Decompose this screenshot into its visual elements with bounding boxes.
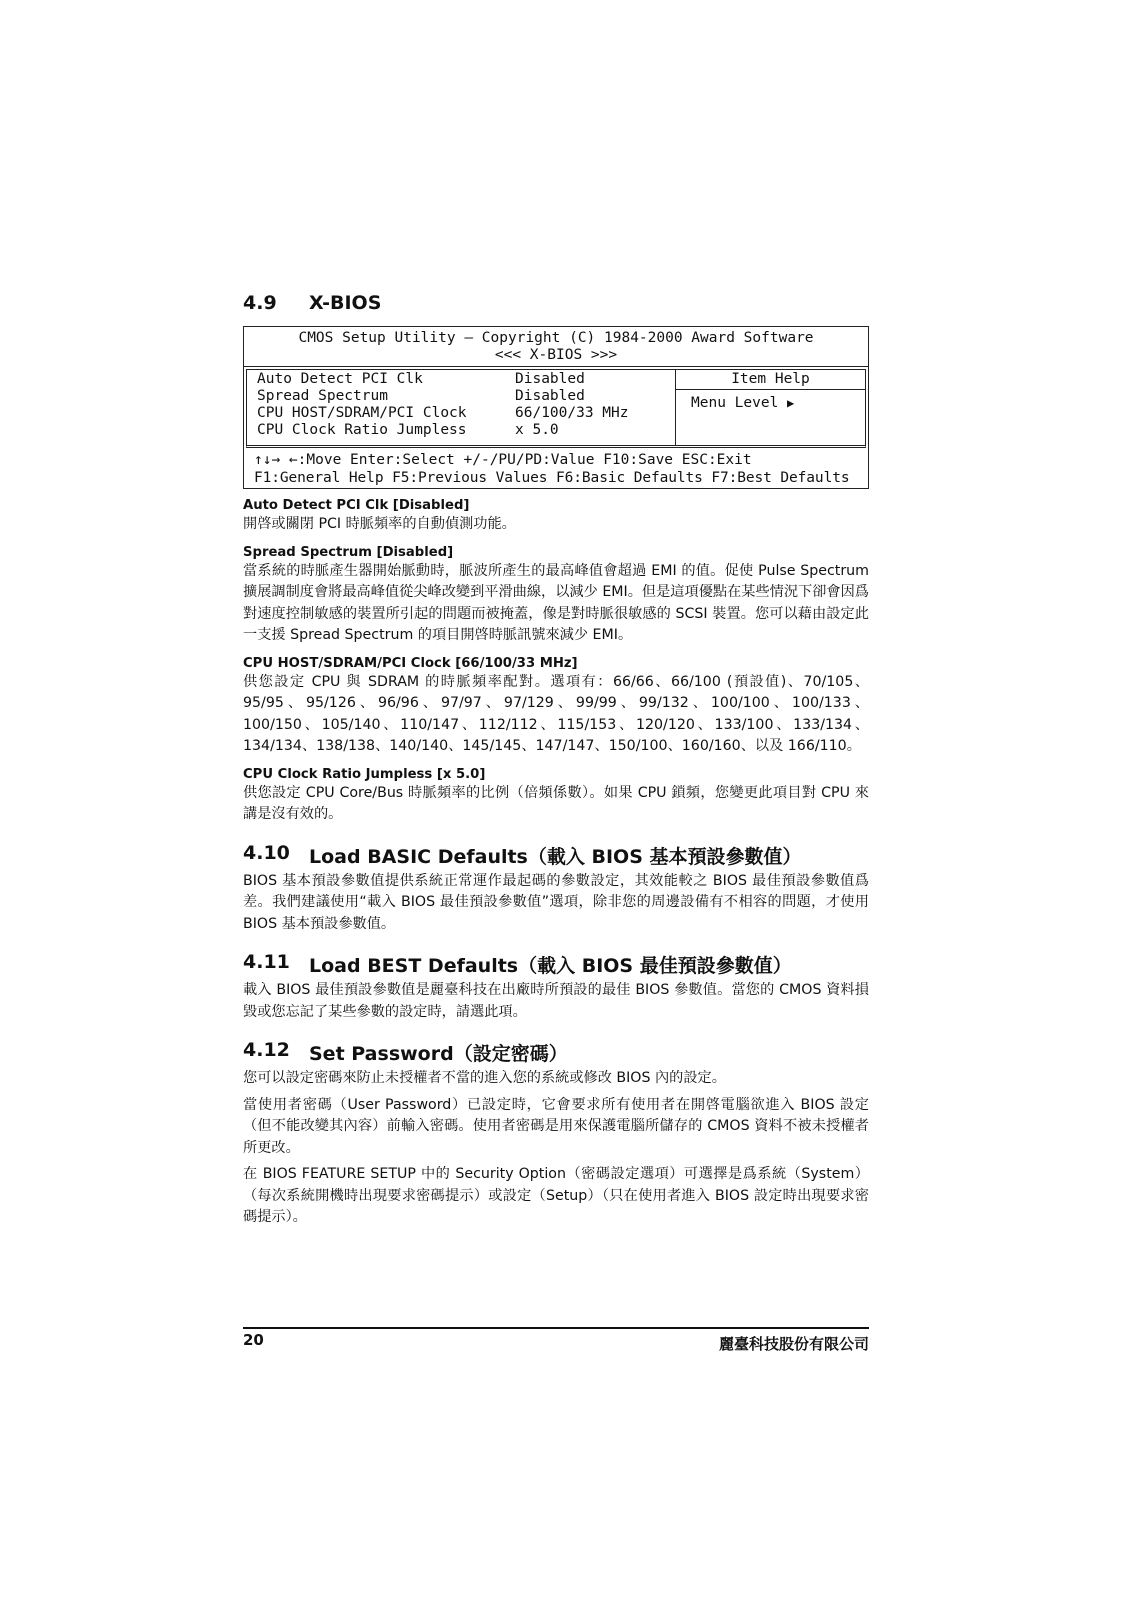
item-help-panel [676,370,865,445]
bios-key-legend-line1: ↑↓→ ←:Move Enter:Select +/-/PU/PD:Value F10:Save ESC:Exit [254,452,752,468]
bios-item [257,405,675,422]
section-title: X-BIOS [309,292,382,314]
item-heading: Spread Spectrum [Disabled] [243,544,454,560]
item-description: 供您設定 CPU Core/Bus 時脈頻率的比例（倍頻係數）。如果 CPU 鎖頻，您變更此項目對 CPU 來講是沒有效的。 [243,784,869,822]
section-number: 4.12 [243,1039,290,1061]
section-heading [243,292,869,314]
section-title: Load BASIC Defaults（載入 BIOS 基本預設參數值） [309,845,802,868]
bios-header-line1: CMOS Setup Utility – Copyright (C) 1984-2000 Award Software [298,330,814,346]
page-content [243,292,869,1229]
bios-item-list [247,370,676,445]
item-description: 供您設定 CPU 與 SDRAM 的時脈頻率配對。選項有：66/66、66/100 (預設值)、70/105、95/95、95/126、96/96、97/97、97/129、99/99、99/132、100/100、100/133、100/150、105/140、110/147、112/112、115/153、120/120、133/100、133/134、134/134、138/138、140/140、145/145、147/147、150/100、160/160、以及 166/110。 [243,673,869,754]
section-text: 您可以設定密碼來防止未授權者不當的進入您的系統或修改 BIOS 內的設定。 [243,1070,726,1086]
item-help-body [676,390,865,412]
item-help-title: Item Help [676,370,865,390]
item-heading: Auto Detect PCI Clk [Disabled] [243,498,470,513]
section-title: Set Password（設定密碼） [309,1043,568,1065]
section-heading [243,842,869,869]
section-number: 4.10 [243,841,290,864]
section-text: BIOS 基本預設參數值提供系統正常運作最起碼的參數設定，其效能較之 BIOS 最佳預設參數值爲差。我們建議使用“載入 BIOS 最佳預設參數值”選項，除非您的周邊設備有不相容的問題，才使用 BIOS 基本預設參數值。 [243,872,869,932]
menu-level-label: Menu Level [691,395,779,411]
bios-body [246,369,866,448]
item-description: 開啓或關閉 PCI 時脈頻率的自動偵測功能。 [243,516,516,532]
bios-item-value: x 5.0 [515,422,559,438]
bios-item-label: CPU HOST/SDRAM/PCI Clock [257,405,467,421]
bios-key-legend [244,448,868,488]
footer-rule [243,1327,869,1329]
bios-item [257,388,675,405]
bios-item [257,422,675,439]
page-number: 20 [243,1331,264,1349]
section-heading [243,951,869,978]
item-description: 當系統的時脈產生器開始脈動時，脈波所產生的最高峰值會超過 EMI 的值。促使 Pulse Spectrum 擴展調制度會將最高峰值從尖峰改變到平滑曲線，以減少 EMI。但是這項優點在某些情況下卻會因爲對速度控制敏感的裝置所引起的問題而被掩蓋，像是對時脈很敏感的 SCSI 裝置。您可以藉由設定此一支援 Spread Spectrum 的項目開啓時脈訊號來減少 EMI。 [243,562,869,643]
bios-header-line2: <<< X-BIOS >>> [494,347,618,363]
bios-item-value: Disabled [515,388,585,404]
section-number: 4.9 [243,292,277,314]
section-text: 載入 BIOS 最佳預設參數值是麗臺科技在出廠時所預設的最佳 BIOS 參數值。當您的 CMOS 資料損毀或您忘記了某些參數的設定時，請選此項。 [243,982,869,1020]
bios-key-legend-line2: F1:General Help F5:Previous Values F6:Basic Defaults F7:Best Defaults [254,470,850,486]
bios-item-value: 66/100/33 MHz [515,405,629,421]
item-heading: CPU HOST/SDRAM/PCI Clock [66/100/33 MHz] [243,655,578,671]
section-number: 4.11 [243,951,290,973]
section-text: 在 BIOS FEATURE SETUP 中的 Security Option（密碼設定選項）可選擇是爲系統（System）（每次系統開機時出現要求密碼提示）或設定（Setup）（只在使用者進入 BIOS 設定時出現要求密碼提示）。 [243,1166,869,1225]
section-title: Load BEST Defaults（載入 BIOS 最佳預設參數值） [309,955,792,977]
section-heading [243,1039,869,1066]
bios-item-label: CPU Clock Ratio Jumpless [257,422,467,438]
bios-item-label: Auto Detect PCI Clk [257,371,423,387]
bios-screen [243,326,869,489]
bios-item-value: Disabled [515,371,585,387]
triangle-right-icon: ▶ [787,396,795,410]
bios-item [257,371,675,388]
company-name: 麗臺科技股份有限公司 [718,1335,869,1353]
bios-header [244,327,868,367]
section-text: 當使用者密碼（User Password）已設定時，它會要求所有使用者在開啓電腦欲進入 BIOS 設定（但不能改變其內容）前輸入密碼。使用者密碼是用來保護電腦所儲存的 CMOS 資料不被未授權者所更改。 [243,1096,869,1156]
bios-item-label: Spread Spectrum [257,388,388,404]
item-heading: CPU Clock Ratio Jumpless [x 5.0] [243,766,486,782]
